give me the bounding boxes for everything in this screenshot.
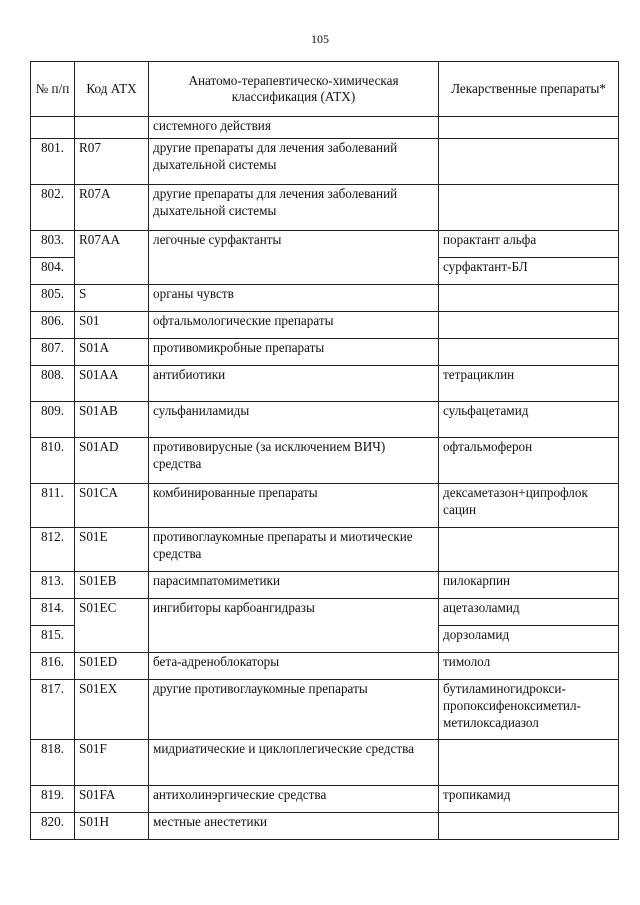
- row-num: 815.: [31, 626, 75, 653]
- continuation-classification: системного действия: [149, 117, 439, 139]
- row-drug: [439, 185, 619, 231]
- row-num: 814.: [31, 599, 75, 626]
- row-code: S01AA: [75, 366, 149, 402]
- row-classification: ингибиторы карбоангидразы: [149, 599, 439, 653]
- row-drug: офтальмоферон: [439, 438, 619, 484]
- row-drug: [439, 339, 619, 366]
- row-classification: другие препараты для лечения заболеваний дыхательной системы: [149, 185, 439, 231]
- row-code: S01CA: [75, 484, 149, 528]
- table-row: [31, 438, 619, 484]
- row-num: 805.: [31, 285, 75, 312]
- row-classification: мидриатические и циклоплегические средства: [149, 740, 439, 786]
- row-classification: антихолинэргические средства: [149, 786, 439, 813]
- table-row: [31, 599, 619, 626]
- table-row-continuation: [31, 117, 619, 139]
- row-num: 808.: [31, 366, 75, 402]
- table-row: [31, 285, 619, 312]
- row-drug: тимолол: [439, 653, 619, 680]
- table-row: [31, 339, 619, 366]
- row-num: 810.: [31, 438, 75, 484]
- row-classification: другие препараты для лечения заболеваний дыхательной системы: [149, 139, 439, 185]
- row-code: S01EX: [75, 680, 149, 740]
- table-row: [31, 786, 619, 813]
- table-row: [31, 653, 619, 680]
- table-row: [31, 312, 619, 339]
- row-drug: порактант альфа: [439, 231, 619, 258]
- row-num: 812.: [31, 528, 75, 572]
- row-code: S01EC: [75, 599, 149, 653]
- table-row: [31, 139, 619, 185]
- row-drug: пилокарпин: [439, 572, 619, 599]
- row-drug: сурфактант-БЛ: [439, 258, 619, 285]
- row-drug: [439, 285, 619, 312]
- row-num: 817.: [31, 680, 75, 740]
- row-code: S01FA: [75, 786, 149, 813]
- row-classification: органы чувств: [149, 285, 439, 312]
- row-classification: другие противоглаукомные препараты: [149, 680, 439, 740]
- row-code: R07AA: [75, 231, 149, 285]
- row-classification: антибиотики: [149, 366, 439, 402]
- row-num: 811.: [31, 484, 75, 528]
- table-row: [31, 185, 619, 231]
- table-row: [31, 528, 619, 572]
- table-row: [31, 484, 619, 528]
- row-drug: [439, 528, 619, 572]
- row-code: S01EB: [75, 572, 149, 599]
- row-classification: местные анестетики: [149, 813, 439, 840]
- row-code: S01AB: [75, 402, 149, 438]
- row-classification: сульфаниламиды: [149, 402, 439, 438]
- row-num: 806.: [31, 312, 75, 339]
- row-num: 818.: [31, 740, 75, 786]
- row-code: S01A: [75, 339, 149, 366]
- row-num: 801.: [31, 139, 75, 185]
- header-drugs: Лекарственные препараты*: [439, 62, 619, 117]
- row-num: 816.: [31, 653, 75, 680]
- table-row: [31, 813, 619, 840]
- table-row: [31, 231, 619, 258]
- row-classification: противовирусные (за исключением ВИЧ) средства: [149, 438, 439, 484]
- row-classification: офтальмологические препараты: [149, 312, 439, 339]
- row-drug: тетрациклин: [439, 366, 619, 402]
- row-drug: [439, 740, 619, 786]
- row-classification: бета-адреноблокаторы: [149, 653, 439, 680]
- row-drug: дорзоламид: [439, 626, 619, 653]
- table-row: [31, 402, 619, 438]
- header-code: Код АТХ: [75, 62, 149, 117]
- row-code: S01AD: [75, 438, 149, 484]
- row-code: S: [75, 285, 149, 312]
- header-classification: Анатомо-терапевтическо-химическая классификация (АТХ): [149, 62, 439, 117]
- row-drug: ацетазоламид: [439, 599, 619, 626]
- table-row: [31, 572, 619, 599]
- row-code: S01E: [75, 528, 149, 572]
- row-num: 807.: [31, 339, 75, 366]
- row-code: S01H: [75, 813, 149, 840]
- row-drug: [439, 312, 619, 339]
- row-num: 819.: [31, 786, 75, 813]
- row-code: S01ED: [75, 653, 149, 680]
- row-code: R07: [75, 139, 149, 185]
- row-drug: сульфацетамид: [439, 402, 619, 438]
- row-drug: [439, 813, 619, 840]
- table-row: [31, 366, 619, 402]
- table-row: [31, 740, 619, 786]
- row-classification: противоглаукомные препараты и миотические средства: [149, 528, 439, 572]
- table-row: [31, 680, 619, 740]
- row-classification: парасимпатомиметики: [149, 572, 439, 599]
- row-drug: дексаметазон+ципрофлок сацин: [439, 484, 619, 528]
- row-code: S01: [75, 312, 149, 339]
- row-num: 813.: [31, 572, 75, 599]
- row-code: R07A: [75, 185, 149, 231]
- atx-table: [30, 61, 619, 840]
- row-num: 804.: [31, 258, 75, 285]
- row-drug: бутиламиногидрокси-пропоксифеноксиметил-метилоксадиазол: [439, 680, 619, 740]
- row-classification: легочные сурфактанты: [149, 231, 439, 285]
- row-code: S01F: [75, 740, 149, 786]
- row-classification: комбинированные препараты: [149, 484, 439, 528]
- page-number: 105: [311, 32, 329, 46]
- row-num: 820.: [31, 813, 75, 840]
- row-num: 803.: [31, 231, 75, 258]
- row-classification: противомикробные препараты: [149, 339, 439, 366]
- header-num: № п/п: [31, 62, 75, 117]
- row-drug: [439, 139, 619, 185]
- table-header-row: [31, 62, 619, 117]
- row-num: 802.: [31, 185, 75, 231]
- row-num: 809.: [31, 402, 75, 438]
- row-drug: тропикамид: [439, 786, 619, 813]
